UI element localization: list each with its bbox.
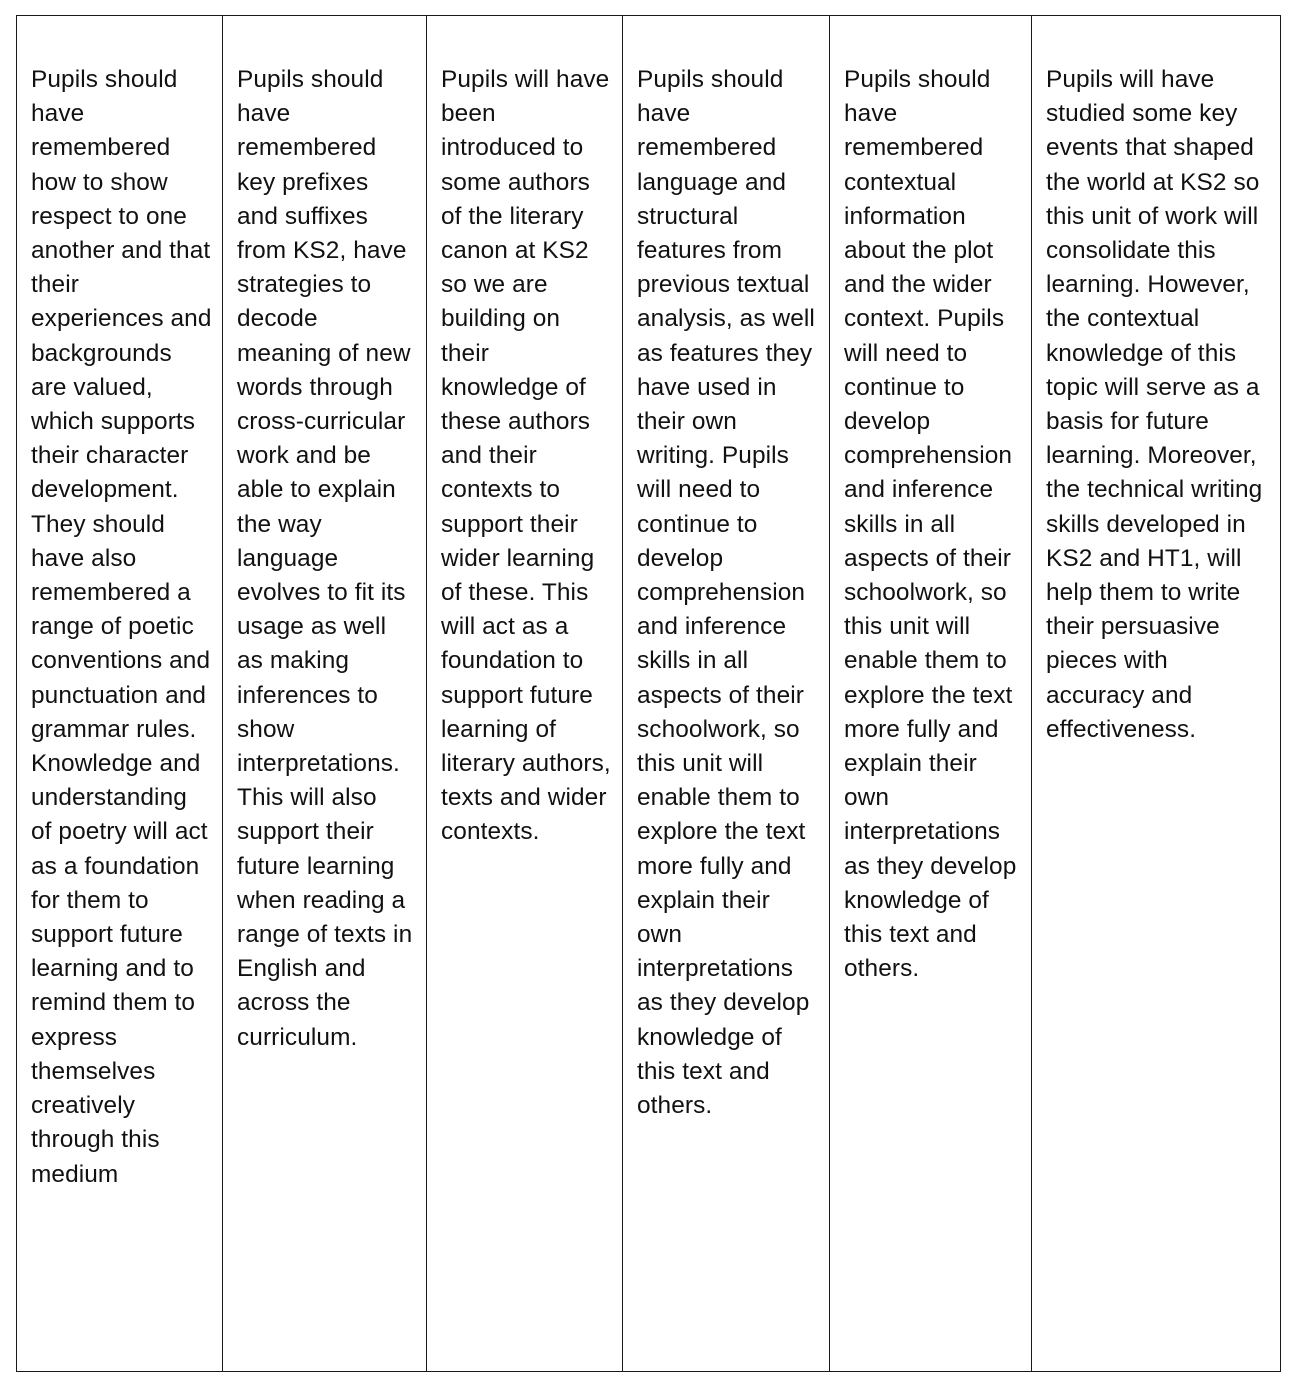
table-cell-1: [17, 16, 223, 1372]
cell-text: Pupils should have remembered contextual information about the plot and the wider context. Pupils will need to continue to develop comprehension and inference skills in all aspects of their schoolwork, so this unit will enable them to explore the text more fully and explain their own interpretations as they develop knowledge of this text and others.: [844, 66, 1017, 983]
table-cell-3: [427, 16, 623, 1372]
table-cell-4: [623, 16, 830, 1372]
cell-text: Pupils should have remembered how to show respect to one another and that their experiences and backgrounds are valued, which supports their character development. They should have also remembered a range of poetic conventions and punctuation and grammar rules. Knowledge and understanding of poetry will act as a foundation for them to support future learning and to remind them to express themselves creatively through this medium: [31, 66, 212, 1188]
table-cell-5: [830, 16, 1032, 1372]
cell-text: Pupils will have been introduced to some authors of the literary canon at KS2 so we are building on their knowledge of these authors and their contexts to support their wider learning of these. This will act as a foundation to support future learning of literary authors, texts and wider contexts.: [441, 66, 611, 846]
cell-text: Pupils should have remembered language and structural features from previous textual analysis, as well as features they have used in their own writing. Pupils will need to continue to develop comprehension and inference skills in all aspects of their schoolwork, so this unit will enable them to explore the text more fully and explain their own interpretations as they develop knowledge of this text and others.: [637, 66, 815, 1120]
curriculum-table: [16, 15, 1281, 1372]
cell-text: Pupils will have studied some key events that shaped the world at KS2 so this unit of work will consolidate this learning. However, the contextual knowledge of this topic will serve as a basis for future learning. Moreover, the technical writing skills developed in KS2 and HT1, will help them to write their persuasive pieces with accuracy and effectiveness.: [1046, 66, 1263, 743]
table-cell-6: [1032, 16, 1281, 1372]
table-row: [17, 16, 1281, 1372]
table-cell-2: [223, 16, 427, 1372]
cell-text: Pupils should have remembered key prefixes and suffixes from KS2, have strategies to decode meaning of new words through cross-curricular work and be able to explain the way language evolves to fit its usage as well as making inferences to show interpretations. This will also support their future learning when reading a range of texts in English and across the curriculum.: [237, 66, 413, 1051]
